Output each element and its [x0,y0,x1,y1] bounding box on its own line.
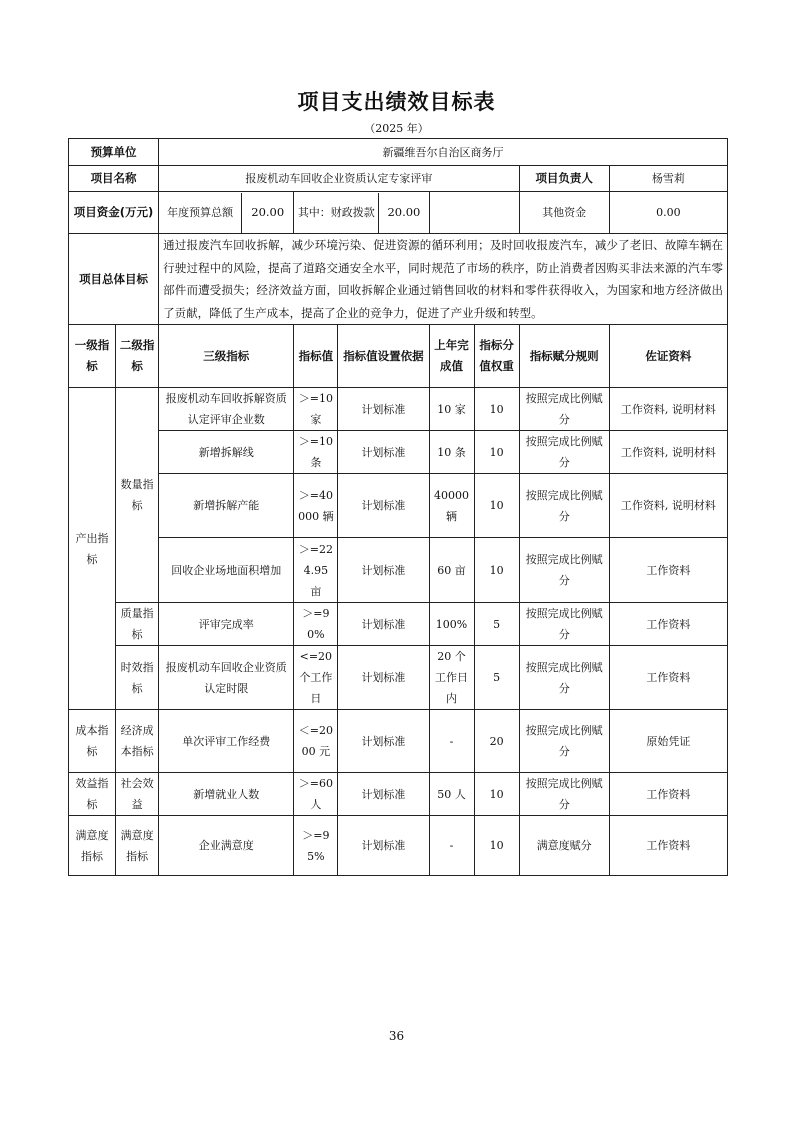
row-basis: 计划标准 [338,538,429,603]
row-rule: 按照完成比例赋分 [519,773,609,816]
row-last-year: 10 家 [429,388,474,431]
page-number: 36 [388,1029,405,1043]
row-basis: 计划标准 [338,646,429,710]
row-evidence: 工作资料, 说明材料 [609,431,727,474]
row-basis: 计划标准 [338,388,429,431]
year-label: （2025 年） [364,122,429,135]
page-title: 项目支出绩效目标表 [297,90,496,114]
row-rule: 按照完成比例赋分 [519,646,609,710]
row-basis: 计划标准 [338,474,429,538]
row-evidence: 工作资料 [609,646,727,710]
annual-budget-label: 年度预算总额 [167,206,234,219]
row-weight: 10 [474,773,519,816]
row-weight: 10 [474,474,519,538]
row-last-year: - [429,710,474,773]
table-row [69,538,728,603]
row-weight: 10 [474,816,519,876]
fiscal-label: 其中：财政拨款 [297,206,375,219]
header-level2: 二级指标 [116,325,159,388]
row-last-year: - [429,816,474,876]
performance-goal-table [68,138,728,876]
row-rule: 按照完成比例赋分 [519,388,609,431]
budget-unit-label: 预算单位 [69,139,159,166]
row-evidence: 工作资料 [609,603,727,646]
row-basis: 计划标准 [338,710,429,773]
row-last-year: 10 条 [429,431,474,474]
group-output: 产出指标 [69,388,116,710]
table-row [69,773,728,816]
group-social-benefit: 社会效益 [116,773,159,816]
project-leader-value: 杨雪莉 [609,166,727,192]
header-level1: 一级指标 [69,325,116,388]
row-evidence: 工作资料, 说明材料 [609,474,727,538]
row-rule: 按照完成比例赋分 [519,431,609,474]
row-value: ＜=2000 元 [294,710,338,773]
row-value: ＞=60人 [294,773,338,816]
row-basis: 计划标准 [338,773,429,816]
row-last-year: 50 人 [429,773,474,816]
row-evidence: 工作资料, 说明材料 [609,388,727,431]
group-quantity: 数量指标 [116,388,159,603]
group-quality: 质量指标 [116,603,159,646]
row-weight: 10 [474,388,519,431]
row-name: 新增拆解产能 [159,474,294,538]
group-satisfaction: 满意度指标 [69,816,116,876]
overall-goal-label: 项目总体目标 [69,234,159,325]
group-benefit: 效益指标 [69,773,116,816]
row-basis: 计划标准 [338,816,429,876]
row-rule: 按照完成比例赋分 [519,474,609,538]
table-row [69,816,728,876]
row-name: 评审完成率 [159,603,294,646]
project-leader-label: 项目负责人 [519,166,609,192]
row-weight: 10 [474,538,519,603]
group-timeliness: 时效指标 [116,646,159,710]
row-rule: 满意度赋分 [519,816,609,876]
row-weight: 10 [474,431,519,474]
row-last-year: 60 亩 [429,538,474,603]
row-value: ＞=95% [294,816,338,876]
row-basis: 计划标准 [338,431,429,474]
table-row [69,474,728,538]
table-row [69,710,728,773]
row-evidence: 工作资料 [609,538,727,603]
row-value: <=20个工作日 [294,646,338,710]
row-name: 新增拆解线 [159,431,294,474]
budget-unit-value: 新疆维吾尔自治区商务厅 [159,139,728,166]
table-row [69,431,728,474]
row-name: 回收企业场地面积增加 [159,538,294,603]
other-funds-value: 0.00 [609,192,727,234]
row-weight: 5 [474,646,519,710]
row-rule: 按照完成比例赋分 [519,603,609,646]
row-weight: 20 [474,710,519,773]
row-rule: 按照完成比例赋分 [519,710,609,773]
overall-goal-text: 通过报废汽车回收拆解，减少环境污染、促进资源的循环利用；及时回收报废汽车，减少了老旧、故障车辆在行驶过程中的风险，提高了道路交通安全水平，同时规范了市场的秩序，防止消费者因购买非法来源的汽车零部件而遭受损失；经济效益方面，回收拆解企业通过销售回收的材料和零件获得收入，为国家和地方经济做出了贡献，降低了生产成本，提高了企业的竞争力，促进了产业升级和转型。 [159,234,728,325]
row-evidence: 工作资料 [609,816,727,876]
row-value: ＞=10家 [294,388,338,431]
row-name: 新增就业人数 [159,773,294,816]
row-name: 单次评审工作经费 [159,710,294,773]
row-name: 报废机动车回收拆解资质认定评审企业数 [159,388,294,431]
row-last-year: 40000辆 [429,474,474,538]
row-last-year: 100% [429,603,474,646]
header-weight: 指标分值权重 [474,325,519,388]
row-evidence: 原始凭证 [609,710,727,773]
row-value: ＞=224.95 亩 [294,538,338,603]
group-economic-cost: 经济成本指标 [116,710,159,773]
project-name-label: 项目名称 [69,166,159,192]
fiscal-cell [294,192,429,234]
table-row [69,603,728,646]
row-name: 企业满意度 [159,816,294,876]
row-rule: 按照完成比例赋分 [519,538,609,603]
funds-label: 项目资金(万元) [69,192,159,234]
group-cost: 成本指标 [69,710,116,773]
other-funds-label: 其他资金 [519,192,609,234]
table-row [69,646,728,710]
header-value: 指标值 [294,325,338,388]
header-last-year: 上年完成值 [429,325,474,388]
row-value: ＞=10条 [294,431,338,474]
row-weight: 5 [474,603,519,646]
row-basis: 计划标准 [338,603,429,646]
header-rule: 指标赋分规则 [519,325,609,388]
row-value: ＞=40000 辆 [294,474,338,538]
table-row [69,388,728,431]
group-satisfaction-sub: 满意度指标 [116,816,159,876]
fiscal-value-spacer [429,192,519,234]
header-evidence: 佐证资料 [609,325,727,388]
row-name: 报废机动车回收企业资质认定时限 [159,646,294,710]
fiscal-value: 20.00 [378,193,428,233]
annual-budget-value: 20.00 [241,193,293,233]
row-last-year: 20 个工作日内 [429,646,474,710]
row-evidence: 工作资料 [609,773,727,816]
project-name-value: 报废机动车回收企业资质认定专家评审 [159,166,520,192]
header-basis: 指标值设置依据 [338,325,429,388]
header-level3: 三级指标 [159,325,294,388]
row-value: ＞=90% [294,603,338,646]
annual-budget-cell [159,192,294,234]
